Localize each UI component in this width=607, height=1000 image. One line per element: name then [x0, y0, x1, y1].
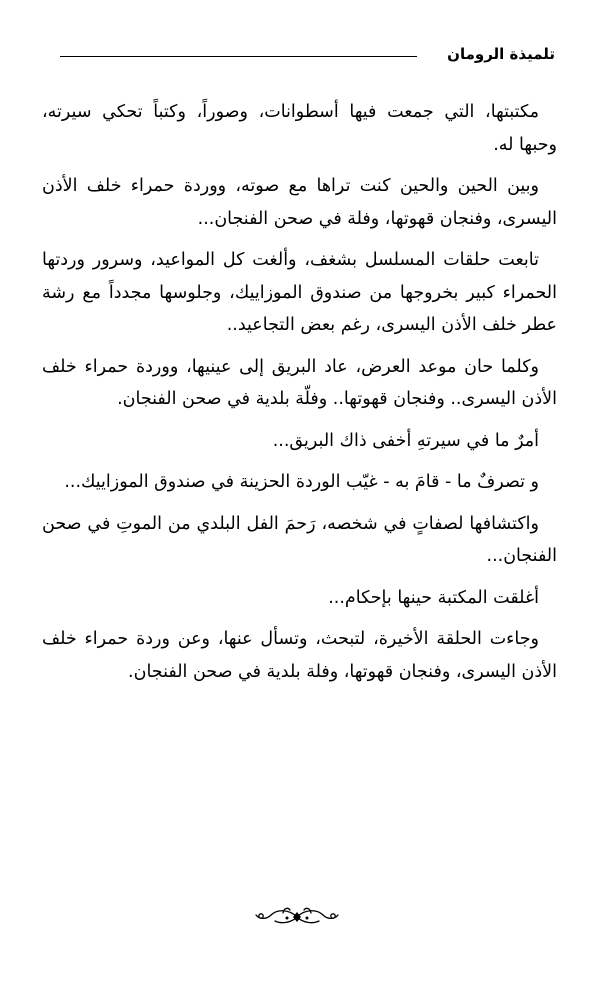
- running-head-rule: [60, 56, 417, 57]
- paragraph-6: و تصرفٌ ما - قامَ به - غيّب الوردة الحزينة في صندوق الموزاييك...: [64, 472, 539, 492]
- paragraph-8: أغلقت المكتبة حينها بإحكام...: [328, 587, 539, 608]
- paragraph-5: أمرٌ ما في سيرتهِ أخفى ذاك البريق...: [272, 430, 539, 451]
- paragraph-3: تابعت حلقات المسلسل بشغف، وألغت كل المواعيد، وسرور وردتها الحمراء كبير بخروجها من صندوق الموزاييك، وجلوسها مجدداً مع رشة عطر خلف الأذن اليسرى، رغم بعض التجاعيد..: [42, 250, 557, 335]
- paragraph-7: واكتشافها لصفاتٍ في شخصه، رَحمَ الفل البلدي من الموتِ في صحن الفنجان...: [42, 513, 557, 566]
- floral-ornament-icon: [253, 903, 341, 931]
- paragraph-2: وبين الحين والحين كنت تراها مع صوته، ووردة حمراء خلف الأذن اليسرى، وفنجان قهوتها، وفلة في صحن الفنجان...: [42, 176, 557, 229]
- running-head-title: تلميذة الرومان: [447, 45, 555, 63]
- body-text: [42, 96, 557, 697]
- running-head: [60, 40, 555, 70]
- paragraph-9: وجاءت الحلقة الأخيرة، لتبحث، وتسأل عنها، وعن وردة حمراء خلف الأذن اليسرى، وفنجان قهوتها، وفلة بلدية في صحن الفنجان.: [42, 629, 557, 682]
- paragraph-1: مكتبتها، التي جمعت فيها أسطوانات، وصوراً، وكتباً تحكي سيرته، وحبها له.: [42, 102, 557, 155]
- paragraph-4: وكلما حان موعد العرض، عاد البريق إلى عينيها، ووردة حمراء خلف الأذن اليسرى.. وفنجان قهوتها.. وفلّة بلدية في صحن الفنجان.: [42, 356, 557, 409]
